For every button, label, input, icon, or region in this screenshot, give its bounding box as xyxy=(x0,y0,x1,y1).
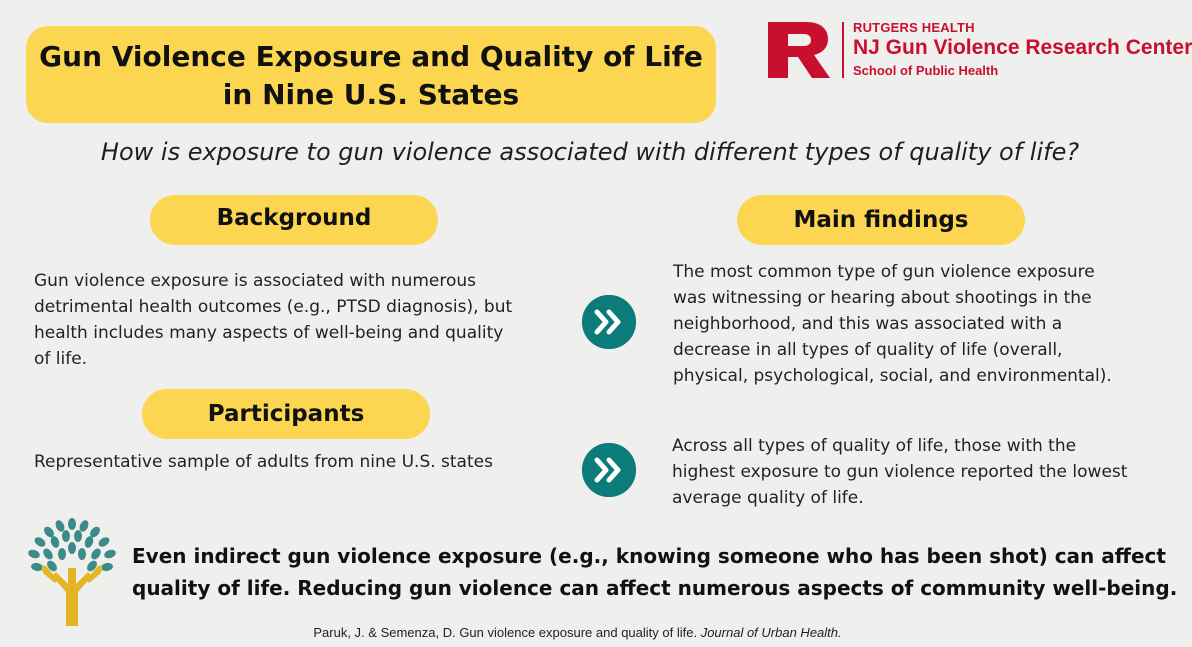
citation xyxy=(0,625,1155,640)
background-heading: Background xyxy=(150,195,438,245)
org-name-line-3: School of Public Health xyxy=(853,63,999,78)
finding-2-text: Across all types of quality of life, those with the highest exposure to gun violence reported the lowest average quality of life. xyxy=(672,436,1128,508)
tree-hands-icon xyxy=(22,514,122,626)
conclusion-line-2: quality of life. Reducing gun violence can affect numerous aspects of community well-being. xyxy=(132,576,1178,600)
main-findings-heading: Main findings xyxy=(737,195,1025,245)
double-chevron-right-icon xyxy=(582,295,636,349)
logo-divider xyxy=(842,22,844,78)
title-line-2: in Nine U.S. States xyxy=(222,78,520,111)
title-line-1: Gun Violence Exposure and Quality of Life xyxy=(39,40,703,73)
page-title xyxy=(26,26,716,123)
conclusion-line-1: Even indirect gun violence exposure (e.g., knowing someone who has been shot) can affect xyxy=(132,544,1166,568)
finding-1-text: The most common type of gun violence exposure was witnessing or hearing about shootings in the neighborhood, and this was associated with a decrease in all types of quality of life (overall, physical, psychological, social, and environmental). xyxy=(673,262,1112,386)
conclusion xyxy=(132,540,1178,604)
double-chevron-right-icon xyxy=(582,443,636,497)
org-name-line-2: NJ Gun Violence Research Center xyxy=(853,36,1192,59)
citation-authors: Paruk, J. & Semenza, D. Gun violence exposure and quality of life. xyxy=(313,625,698,640)
participants-heading: Participants xyxy=(142,389,430,439)
rutgers-r-logo xyxy=(766,20,832,80)
citation-journal: Journal of Urban Health. xyxy=(700,625,842,640)
background-text: Gun violence exposure is associated with numerous detrimental health outcomes (e.g., PTSD diagnosis), but health includes many aspects of well-being and quality of life. xyxy=(34,271,513,369)
org-name-line-1: RUTGERS HEALTH xyxy=(853,20,975,35)
research-question: How is exposure to gun violence associated with different types of quality of life? xyxy=(100,138,1080,166)
participants-text: Representative sample of adults from nine U.S. states xyxy=(34,452,493,472)
